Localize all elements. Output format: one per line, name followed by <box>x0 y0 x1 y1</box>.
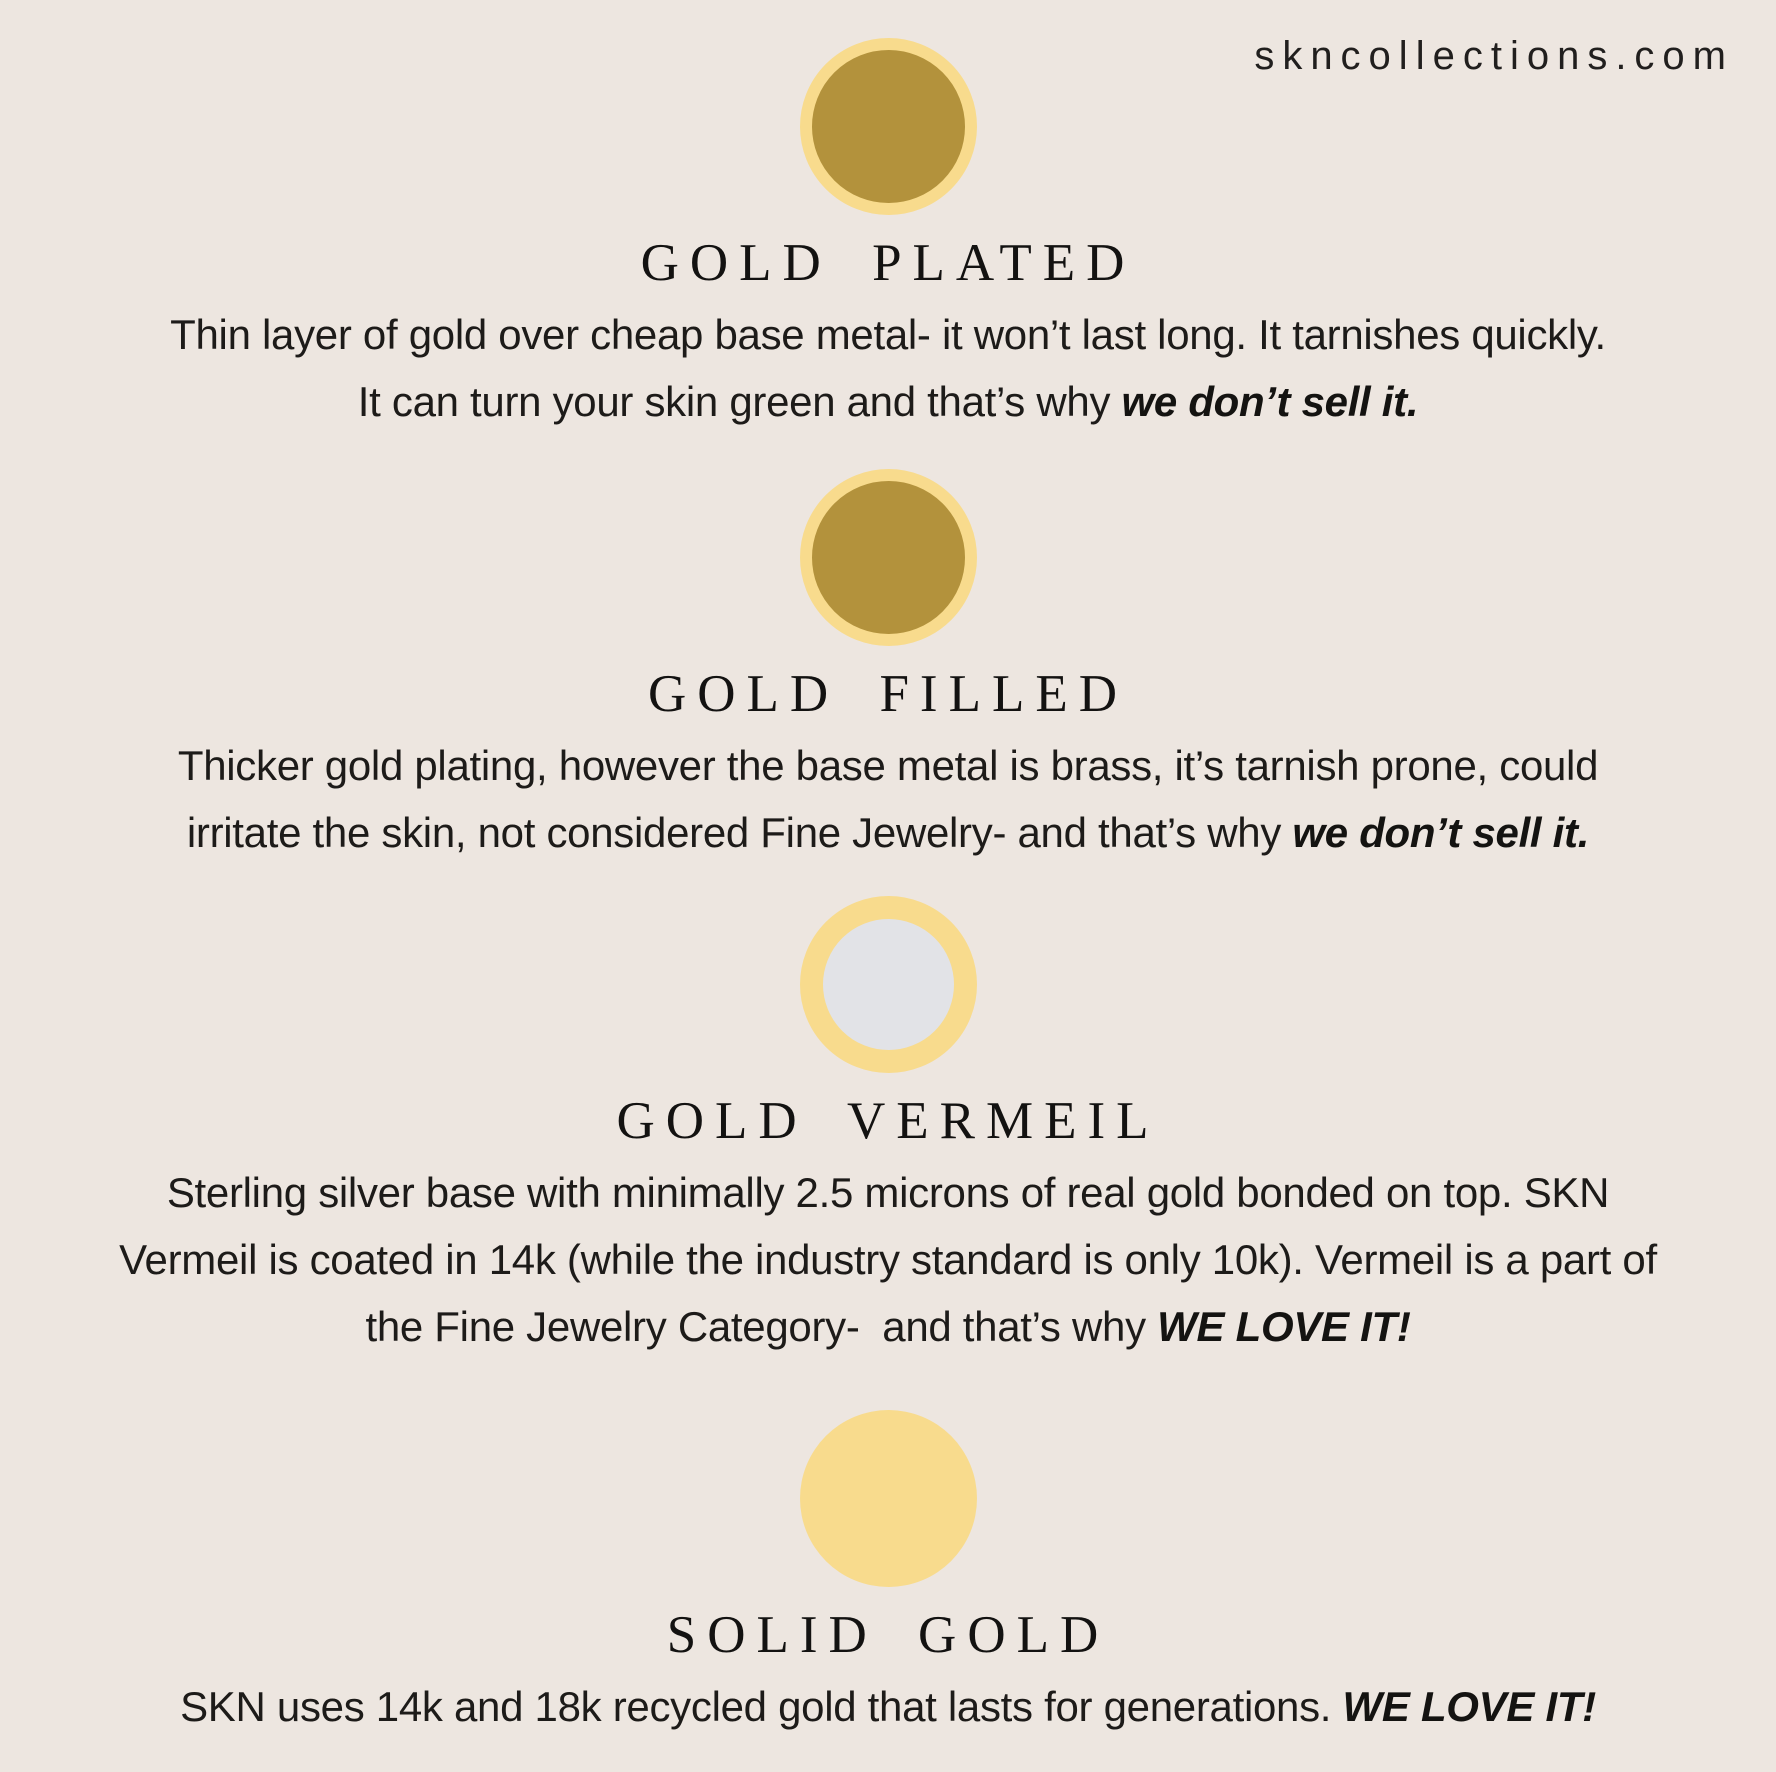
section-gold-filled <box>0 469 1776 866</box>
description-line <box>119 1293 1657 1360</box>
description-text: irritate the skin, not considered Fine Jewelry- and that’s why <box>186 809 1293 856</box>
section-title: GOLD PLATED <box>640 234 1136 292</box>
website-url: skncollections.com <box>1254 34 1734 78</box>
description-text: SKN uses 14k and 18k recycled gold that lasts for generations. <box>180 1683 1343 1730</box>
description-line <box>119 1159 1657 1226</box>
gold-vermeil-circle-icon <box>800 896 977 1073</box>
section-description <box>119 1159 1657 1360</box>
description-line <box>119 1226 1657 1293</box>
section-description <box>180 1673 1596 1740</box>
description-emphasis: WE LOVE IT! <box>1157 1303 1411 1350</box>
section-title: SOLID GOLD <box>666 1606 1110 1664</box>
description-text: Vermeil is coated in 14k (while the industry standard is only 10k). Vermeil is a part of <box>119 1236 1657 1283</box>
description-line <box>180 1673 1596 1740</box>
section-description <box>170 301 1606 435</box>
section-gold-plated <box>0 38 1776 435</box>
description-text: Thin layer of gold over cheap base metal- it won’t last long. It tarnishes quickly. <box>170 311 1606 358</box>
description-emphasis: we don’t sell it. <box>1292 809 1590 856</box>
section-title: GOLD VERMEIL <box>616 1092 1160 1150</box>
description-line <box>170 368 1606 435</box>
description-emphasis: WE LOVE IT! <box>1342 1683 1596 1730</box>
gold-filled-circle-icon <box>800 469 977 646</box>
section-description <box>178 732 1598 866</box>
solid-gold-circle-icon <box>800 1410 977 1587</box>
description-text: It can turn your skin green and that’s why <box>357 378 1122 425</box>
description-text: the Fine Jewelry Category- and that’s why <box>365 1303 1158 1350</box>
description-line <box>178 799 1598 866</box>
section-title: GOLD FILLED <box>648 665 1128 723</box>
description-emphasis: we don’t sell it. <box>1121 378 1419 425</box>
description-line <box>178 732 1598 799</box>
section-gold-vermeil <box>0 896 1776 1360</box>
description-text: Sterling silver base with minimally 2.5 microns of real gold bonded on top. SKN <box>166 1169 1610 1216</box>
description-text: Thicker gold plating, however the base metal is brass, it’s tarnish prone, could <box>177 742 1599 789</box>
gold-plated-circle-icon <box>800 38 977 215</box>
section-solid-gold <box>0 1410 1776 1740</box>
description-line <box>170 301 1606 368</box>
